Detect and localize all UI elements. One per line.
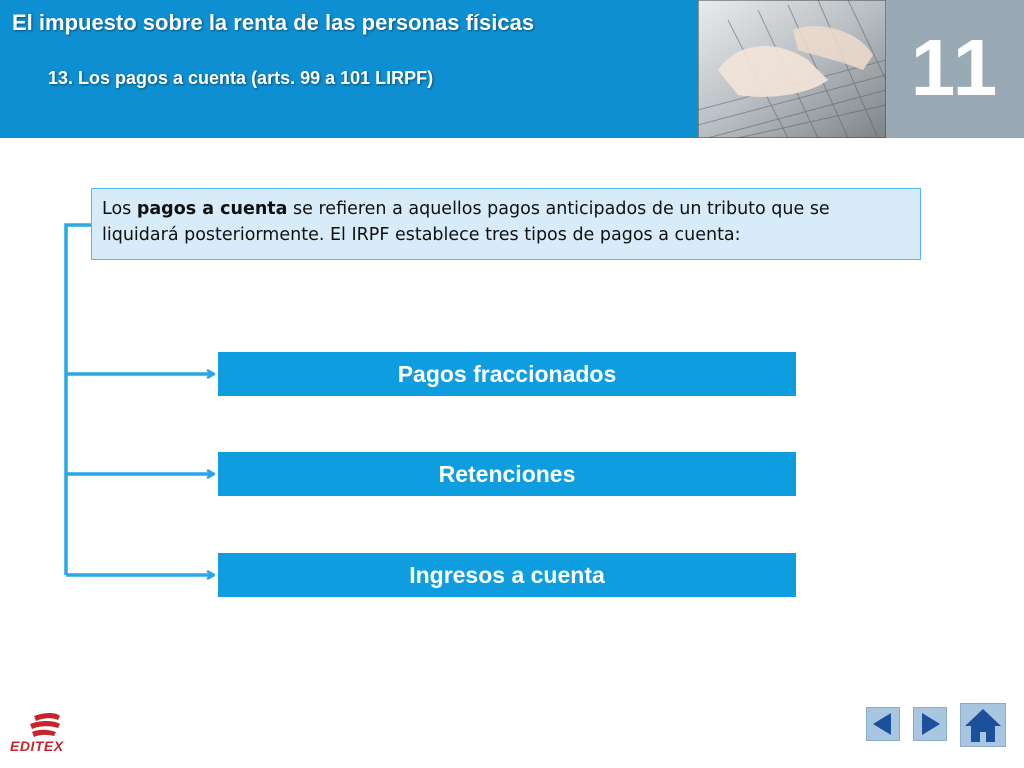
intro-prefix: Los xyxy=(102,199,137,219)
triangle-left-icon xyxy=(867,708,899,740)
item-ingresos-a-cuenta: Ingresos a cuenta xyxy=(218,553,796,597)
intro-bold-term: pagos a cuenta xyxy=(136,199,288,219)
home-button[interactable] xyxy=(960,703,1006,747)
house-icon xyxy=(961,704,1005,746)
slide-subtitle: 13. Los pagos a cuenta (arts. 99 a 101 LIRPF) xyxy=(48,68,434,88)
item-pagos-fraccionados: Pagos fraccionados xyxy=(218,352,796,396)
previous-slide-button[interactable] xyxy=(866,707,900,741)
logo-text: EDITEX xyxy=(10,738,64,754)
intro-rest: se refieren a aquellos pagos anticipados de un tributo que se liquidará posteriormente. El IRPF establece tres tipos de pagos a cuenta: xyxy=(102,199,830,246)
item-retenciones: Retenciones xyxy=(218,452,796,496)
next-slide-button[interactable] xyxy=(913,707,947,741)
connector-stem xyxy=(66,225,91,575)
chapter-number: 11 xyxy=(910,23,1000,112)
slide-title: El impuesto sobre la renta de las personas físicas xyxy=(12,10,535,35)
triangle-right-icon xyxy=(914,708,946,740)
